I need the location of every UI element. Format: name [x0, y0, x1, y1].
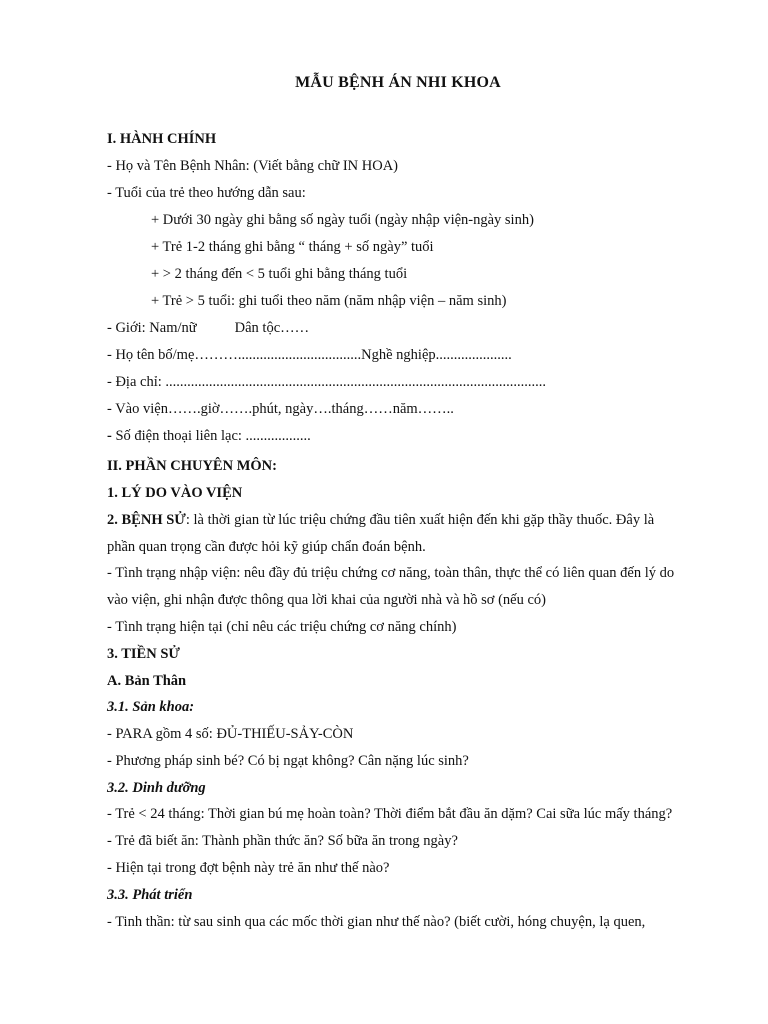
tuoi-rule-2: + Trẻ 1-2 tháng ghi bằng “ tháng + số ngày” tuổi [151, 239, 434, 255]
tinh-trang-nhap-vien: - Tình trạng nhập viện: nêu đầy đủ triệu chứng cơ năng, toàn thân, thực thể có liên quan đến lý do [107, 565, 675, 581]
sdt-text: Số điện thoại liên lạc: .................. [111, 428, 311, 444]
dinh-duong-1: - Trẻ < 24 tháng: Thời gian bú mẹ hoàn toàn? Thời điểm bắt đầu ăn dặm? Cai sữa lúc mấy tháng? [107, 806, 673, 822]
heading-dinh-duong: 3.2. Dinh dưỡng [107, 780, 206, 796]
tinh-than-line: - Tinh thần: từ sau sinh qua các mốc thời gian như thế nào? (biết cười, hóng chuyện, lạ quen, [107, 914, 646, 930]
para-line: - PARA gồm 4 số: ĐỦ-THIẾU-SẢY-CÒN [107, 726, 354, 742]
field-so-dien-thoai [107, 427, 311, 445]
field-gioi-dan-toc [107, 319, 309, 337]
tinh-trang-hien-tai: - Tình trạng hiện tại (chỉ nêu các triệu chứng cơ năng chính) [107, 619, 457, 635]
heading-phat-trien: 3.3. Phát triển [107, 887, 193, 903]
heading-ban-than: A. Bản Thân [107, 673, 187, 689]
field-dan-toc: Dân tộc…… [234, 320, 310, 336]
field-bo-me: - Họ tên bố/mẹ………..................................Nghề nghiệp..................... [107, 347, 512, 363]
document-title: MẪU BỆNH ÁN NHI KHOA [295, 74, 501, 91]
heading-san-khoa: 3.1. Sản khoa: [107, 699, 195, 715]
section-heading-hanh-chinh: I. HÀNH CHÍNH [107, 131, 217, 147]
phuong-phap-sinh: - Phương pháp sinh bé? Có bị ngạt không? Cân nặng lúc sinh? [107, 753, 469, 769]
tuoi-rule-1: + Dưới 30 ngày ghi bằng số ngày tuổi (ngày nhập viện-ngày sinh) [151, 212, 534, 228]
tuoi-rule-4: + Trẻ > 5 tuổi: ghi tuổi theo năm (năm nhập viện – năm sinh) [151, 293, 507, 309]
field-dia-chi: - Địa chỉ: ......................................................................................................... [107, 374, 547, 390]
heading-ly-do-vao-vien: 1. LÝ DO VÀO VIỆN [107, 485, 243, 501]
dinh-duong-3: - Hiện tại trong đợt bệnh này trẻ ăn như thế nào? [107, 860, 390, 876]
benh-su-text-cont: phần quan trọng cần được hỏi kỹ giúp chẩn đoán bệnh. [107, 539, 426, 555]
field-vao-vien: - Vào viện…….giờ…….phút, ngày….tháng……năm…….. [107, 401, 454, 417]
sdt-dash: - [107, 428, 112, 444]
field-tuoi: - Tuổi của trẻ theo hướng dẫn sau: [107, 185, 306, 201]
section-heading-chuyen-mon: II. PHẦN CHUYÊN MÔN: [107, 458, 277, 474]
field-gioi: - Giới: Nam/nữ [107, 320, 197, 336]
tinh-trang-nhap-vien-cont: vào viện, ghi nhận được thông qua lời khai của người nhà và hồ sơ (nếu có) [107, 592, 546, 608]
field-ho-ten: - Họ và Tên Bệnh Nhân: (Viết bằng chữ IN HOA) [107, 158, 399, 174]
benh-su-paragraph [107, 511, 654, 529]
benh-su-text: : là thời gian từ lúc triệu chứng đầu tiên xuất hiện đến khi gặp thầy thuốc. Đây là [185, 512, 655, 528]
heading-tien-su: 3. TIỀN SỬ [107, 646, 180, 662]
benh-su-label: 2. BỆNH SỬ [107, 512, 186, 528]
tuoi-rule-3: + > 2 tháng đến < 5 tuổi ghi bằng tháng tuổi [151, 266, 408, 282]
dinh-duong-2: - Trẻ đã biết ăn: Thành phần thức ăn? Số bữa ăn trong ngày? [107, 833, 458, 849]
